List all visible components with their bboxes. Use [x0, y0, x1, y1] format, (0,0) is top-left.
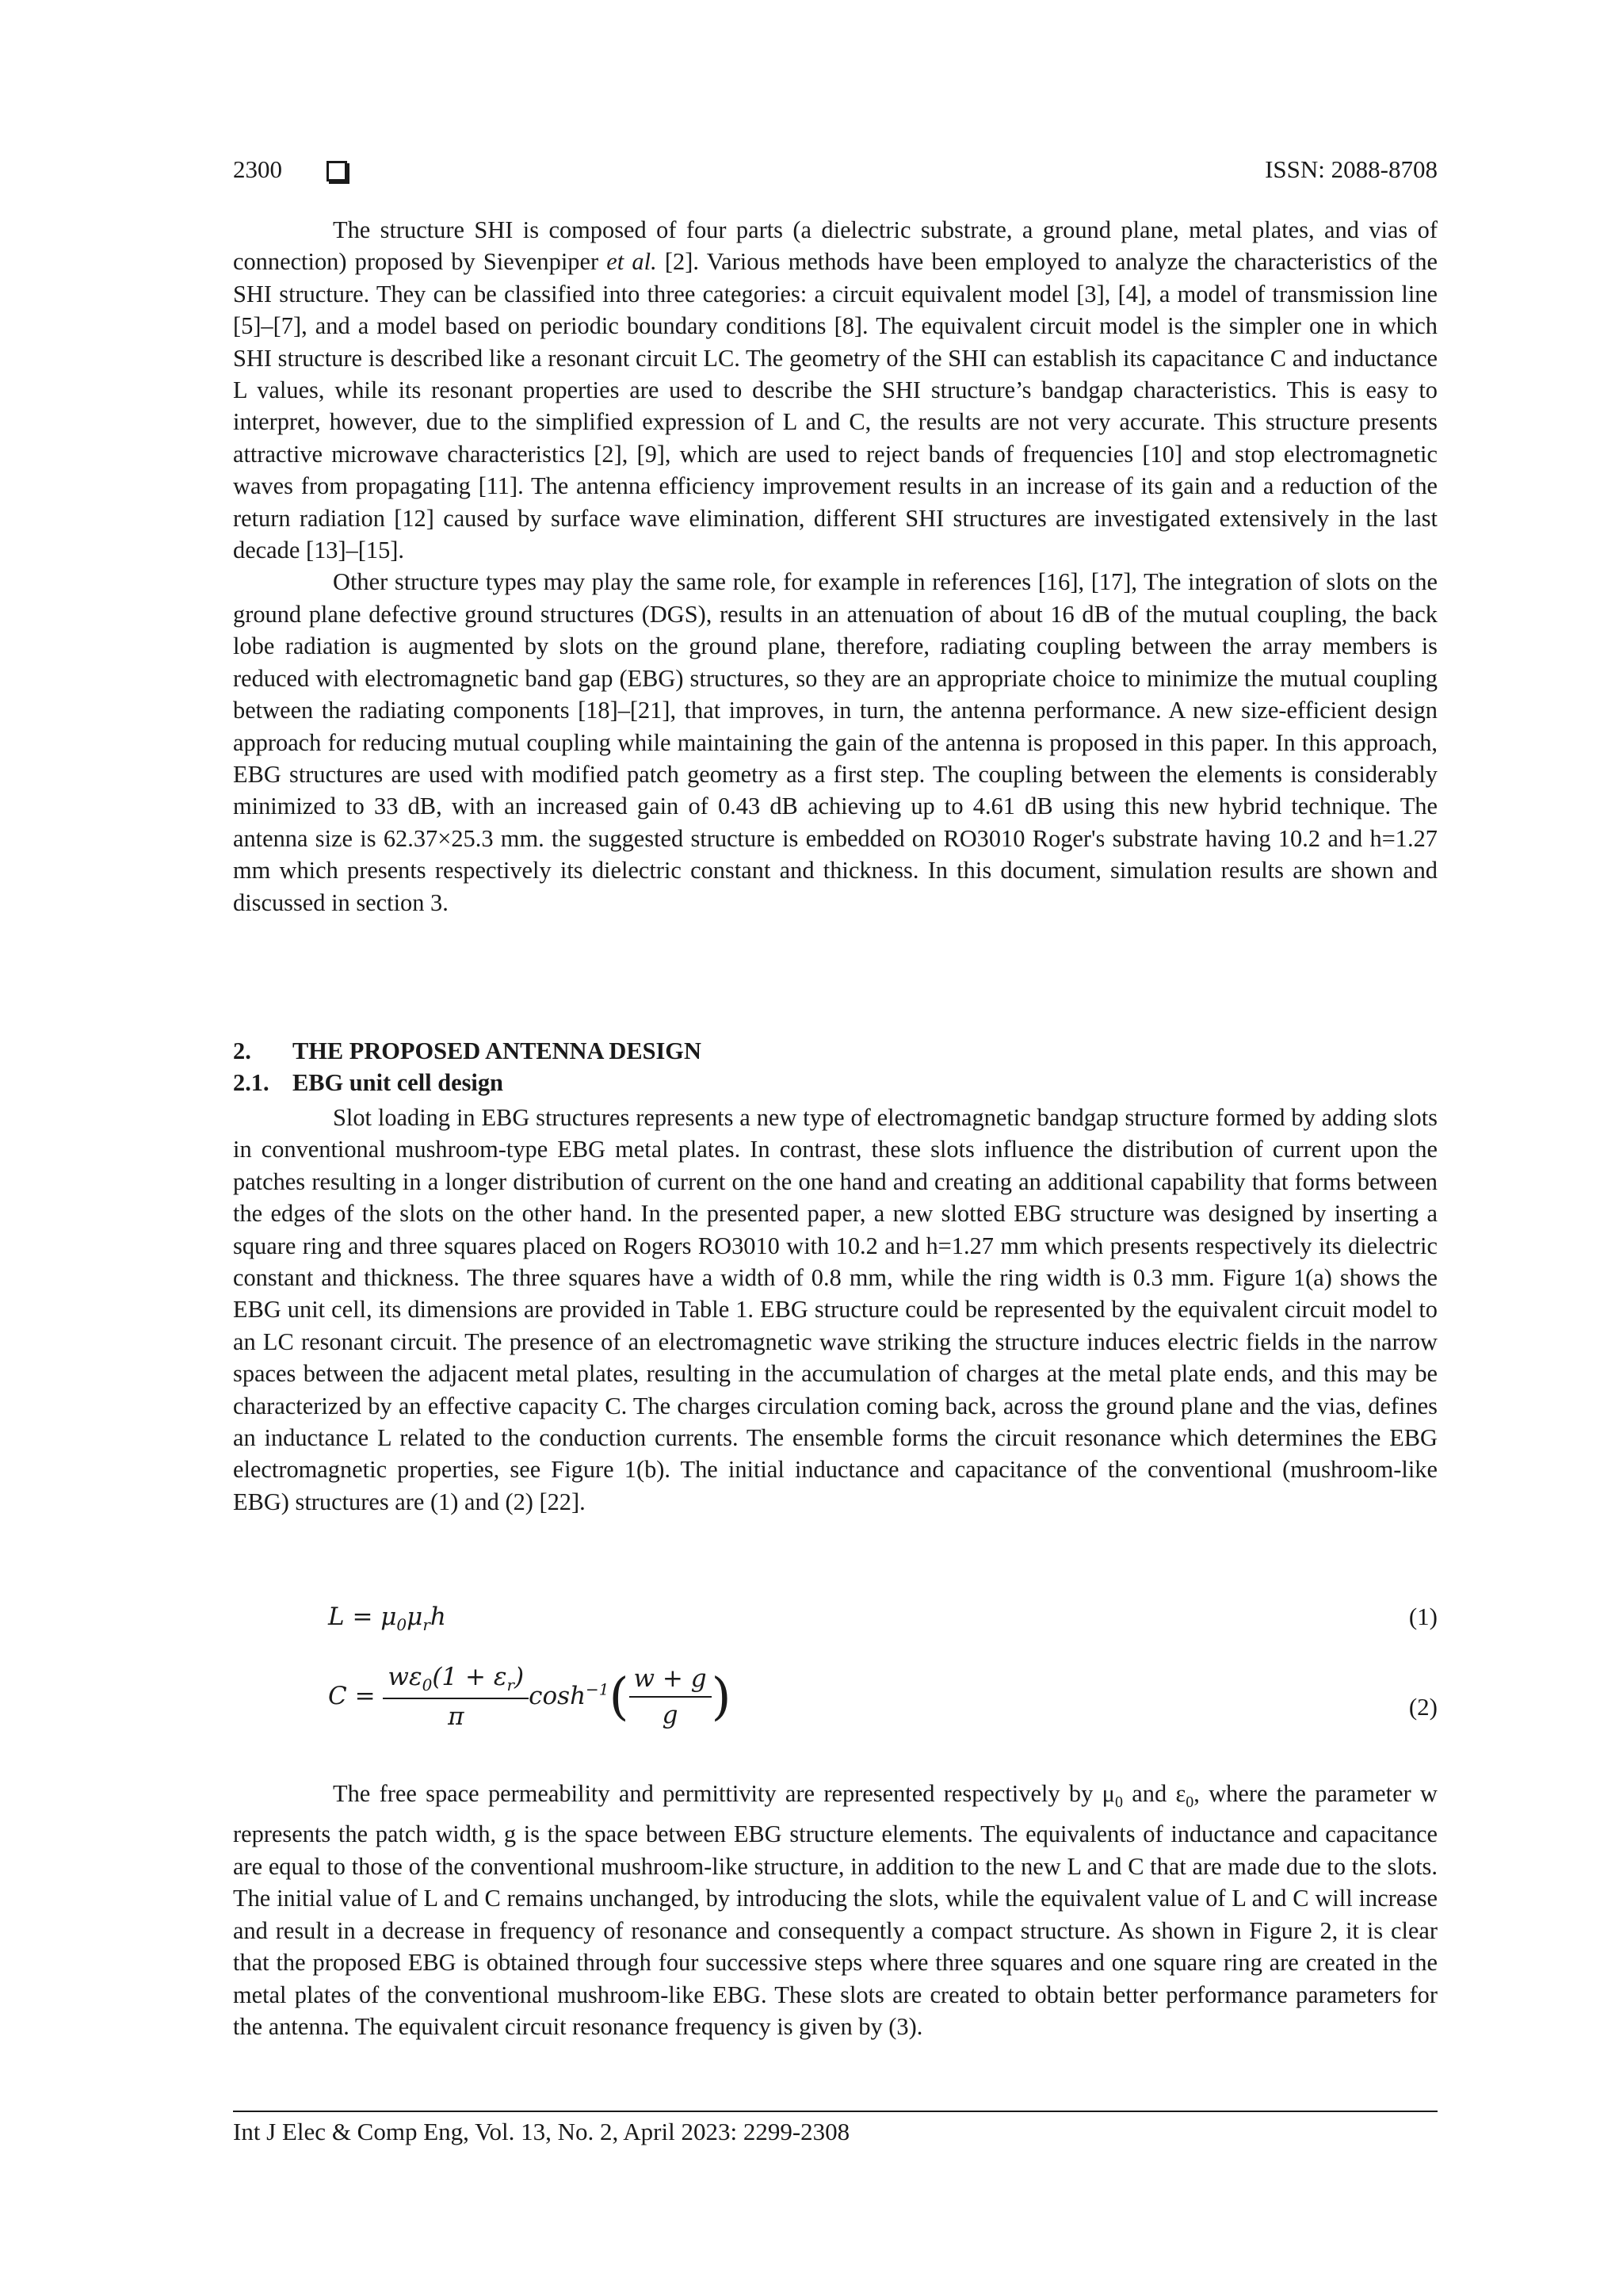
eq2-cosh: cosh: [529, 1681, 586, 1710]
equation-1-body: [328, 1603, 446, 1635]
eq2-fraction-1: [383, 1663, 529, 1731]
checkbox-square-icon: [327, 161, 347, 181]
section-2-1-number: 2.1.: [233, 1069, 269, 1096]
p2-mu: μ: [1102, 1780, 1115, 1807]
eq2-num-c: ): [514, 1663, 525, 1691]
section-2-title: THE PROPOSED ANTENNA DESIGN: [292, 1037, 701, 1064]
intro-paragraph-2: Other structure types may play the same role, for example in references [16], [17], The integration of slots on the ground plane defective ground structures (DGS), results in an attenuation of about 16 dB of the mutual coupling, the back lobe radiation is augmented by slots on the ground plane, therefore, radiating coupling between the array members is reduced with electromagnetic band gap (EBG) structures, so they are an appropriate choice to minimize the mutual coupling between the radiating components [18]–[21], that improves, in turn, the antenna performance. A new size-efficient design approach for reducing mutual coupling while maintaining the gain of the antenna is proposed in this paper. In this approach, EBG structures are used with modified patch geometry as a first step. The coupling between the elements is considerably minimized to 33 dB, with an increased gain of 0.43 dB achieving up to 4.61 dB using this new hybrid technique. The antenna size is 62.37×25.3 mm. the suggested structure is embedded on RO3010 Roger's substrate having 10.2 and h=1.27 mm which presents respectively its dielectric constant and thickness. In this document, simulation results are shown and discussed in section 3.: [233, 568, 1438, 916]
p2-eps: ε: [1175, 1780, 1186, 1807]
eq2-num-b: (1 + ε: [432, 1663, 507, 1691]
p2-eps-sub: 0: [1186, 1794, 1194, 1812]
equation-2-number: (2): [1408, 1693, 1438, 1721]
section-2-1-title: EBG unit cell design: [292, 1069, 503, 1096]
issn-label: ISSN: 2088-8708: [1265, 155, 1438, 183]
section-2-heading: [233, 1035, 701, 1067]
page-footer: Int J Elec & Comp Eng, Vol. 13, No. 2, April 2023: 2299-2308: [233, 2118, 850, 2145]
section-2-1-text-continued: [233, 1778, 1438, 2042]
page-header: [233, 155, 1438, 192]
eq2-num-a: wε: [388, 1663, 422, 1691]
equation-1: [328, 1603, 1438, 1637]
introduction-text: [233, 214, 1438, 919]
p2-mu-sub: 0: [1114, 1794, 1123, 1812]
eq2-fraction-1-denominator: π: [448, 1702, 464, 1732]
intro-p1-etal: et al.: [606, 248, 657, 276]
eq2-fraction-2-denominator: g: [662, 1701, 678, 1730]
equation-2: [328, 1663, 1438, 1750]
eq1-mu: μ: [407, 1603, 423, 1631]
section-2-1-text: [233, 1102, 1438, 1518]
equation-1-number: (1): [1408, 1603, 1438, 1630]
section-2-1-paragraph-2: [233, 1778, 1438, 2042]
eq1-lhs: L = μ: [328, 1603, 397, 1631]
eq1-h: h: [430, 1603, 446, 1631]
section-2-1-heading: [233, 1067, 503, 1098]
eq2-fraction-2-numerator: w + g: [629, 1664, 712, 1698]
eq2-lhs: C =: [328, 1681, 376, 1710]
p2-and: and: [1122, 1780, 1176, 1807]
section-2-number: 2.: [233, 1037, 251, 1064]
footer-rule: [233, 2111, 1438, 2112]
eq2-inverse: −1: [586, 1679, 609, 1699]
eq2-fraction-1-numerator: [383, 1663, 529, 1699]
intro-p1-text-a: The structure SHI is composed of four parts (a dielectric substrate, a ground plane, metal plates, and vias of connection) proposed by Sievenpiper: [233, 216, 1438, 276]
eq2-num-subr: r: [506, 1675, 515, 1695]
page-number: 2300: [233, 155, 282, 183]
intro-p1-text-b: [2]. Various methods have been employed to analyze the characteristics of the SHI structure. They can be classified into three categories: a circuit equivalent model [3], [4], a model of transmission line [5]–[7], and a model based on periodic boundary conditions [8]. The equivalent circuit model is the simpler one in which SHI structure is described like a resonant circuit LC. The geometry of the SHI can establish its capacitance C and inductance L values, while its resonant properties are used to describe the SHI structure’s bandgap characteristics. This is easy to interpret, however, due to the simplified expression of L and C, the results are not very accurate. This structure presents attractive microwave characteristics [2], [9], which are used to reject bands of frequencies [10] and stop electromagnetic waves from propagating [11]. The antenna efficiency improvement results in an increase of its gain and a reduction of the return radiation [12] caused by surface wave elimination, different SHI structures are investigated extensively in the last decade [13]–[15].: [233, 248, 1438, 564]
eq2-left-paren: (: [609, 1668, 629, 1727]
eq1-sub0: 0: [396, 1615, 407, 1635]
p2-text-a: The free space permeability and permittivity are represented respectively by: [333, 1780, 1102, 1807]
intro-paragraph-1: [233, 214, 1438, 566]
eq2-right-paren: ): [711, 1668, 731, 1727]
eq1-subr: r: [422, 1615, 430, 1635]
section-2-1-paragraph-1: Slot loading in EBG structures represents a new type of electromagnetic bandgap structure formed by adding slots in conventional mushroom-type EBG metal plates. In contrast, these slots influence the distribution of current upon the patches resulting in a longer distribution of current on the one hand and creating an additional capability that forms between the edges of the slots on the other hand. In the presented paper, a new slotted EBG structure was designed by inserting a square ring and three squares placed on Rogers RO3010 with 10.2 and h=1.27 mm which presents respectively its dielectric constant and thickness. The three squares have a width of 0.8 mm, while the ring width is 0.3 mm. Figure 1(a) shows the EBG unit cell, its dimensions are provided in Table 1. EBG structure could be represented by the equivalent circuit model to an LC resonant circuit. The presence of an electromagnetic wave striking the structure induces electric fields in the narrow spaces between the adjacent metal plates, resulting in the accumulation of charges at the metal plate ends, and this may be characterized by an effective capacity C. The charges circulation coming back, across the ground plane and the vias, defines an inductance L related to the conduction currents. The ensemble forms the circuit resonance which determines the EBG electromagnetic properties, see Figure 1(b). The initial inductance and capacitance of the conventional (mushroom-like EBG) structures are (1) and (2) [22].: [233, 1104, 1438, 1515]
eq2-num-sub0: 0: [422, 1675, 433, 1695]
p2-text-b: , where the parameter w represents the patch width, g is the space between EBG structure elements. The equivalents of inductance and capacitance are equal to those of the conventional mushroom-like structure, in addition to the new L and C that are made due to the slots. The initial value of L and C remains unchanged, by introducing the slots, while the equivalent value of L and C will increase and result in a decrease in frequency of resonance and consequently a compact structure. As shown in Figure 2, it is clear that the proposed EBG is obtained through four successive steps where three squares and one square ring are created in the metal plates of the conventional mushroom-like EBG. These slots are created to obtain better performance parameters for the antenna. The equivalent circuit resonance frequency is given by (3).: [233, 1780, 1438, 2040]
eq2-fraction-2: [629, 1664, 712, 1729]
